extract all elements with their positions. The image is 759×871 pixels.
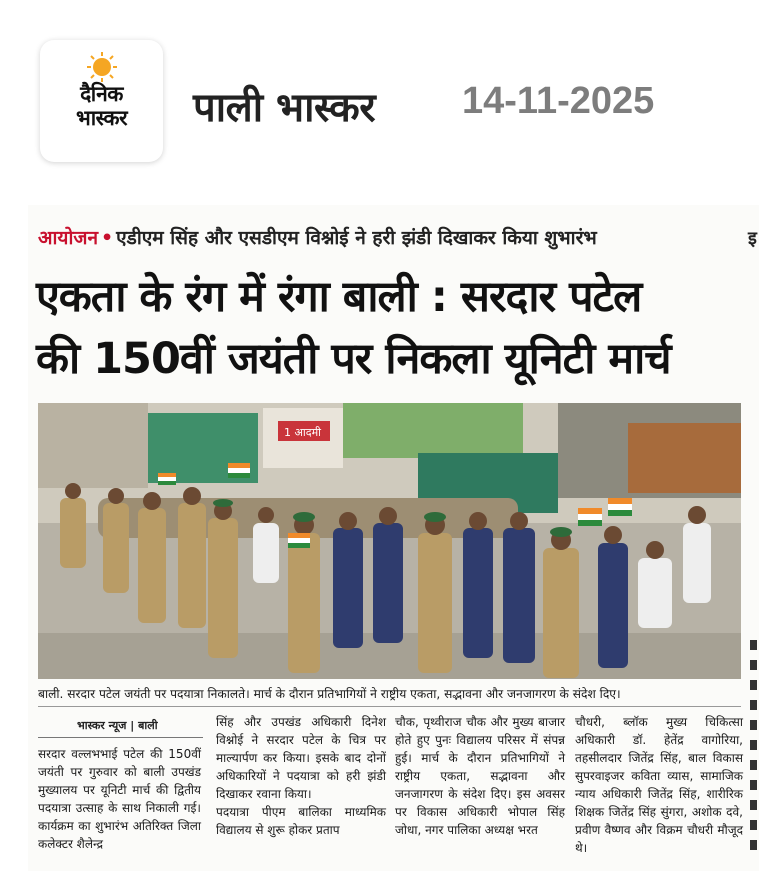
kicker-tag: आयोजन — [38, 227, 99, 249]
column-2-text-b: पदयात्रा पीएम बालिका माध्यमिक विद्यालय से शुरू होकर प्रताप — [216, 805, 386, 837]
edition-title: पाली भास्कर — [193, 85, 376, 131]
photo-signboard: 1 आदमी — [284, 426, 322, 439]
column-4-text: चौधरी, ब्लॉक मुख्य चिकित्सा अधिकारी डॉ. हेतेंद्र वागोरिया, तहसीलदार जितेंद्र सिंह, बाल विकास सुपरवाइजर कविता व्यास, सामाजिक न्याय अधिकारी जितेंद्र सिंह, शारीरिक शिक्षक जितेंद्र सिंह सुंगरा, अशोक दवे, प्रवीण वैष्णव और विक्रम चौधरी मौजूद थे। — [575, 715, 743, 855]
kicker-text: एडीएम सिंह और एसडीएम विश्नोई ने हरी झंडी दिखाकर किया शुभारंभ — [116, 227, 597, 249]
photo-caption: बाली. सरदार पटेल जयंती पर पदयात्रा निकालते। मार्च के दौरान प्रतिभागियों ने राष्ट्रीय एकता, सद्भावना और जनजागरण के संदेश दिए। — [38, 687, 621, 701]
article-column-2 — [216, 713, 386, 839]
sun-icon — [87, 52, 117, 82]
march-photo-illustration — [38, 403, 741, 679]
column-2-text-a: सिंह और उपखंड अधिकारी दिनेश विश्नोई ने सरदार पटेल के चित्र पर माल्यार्पण कर किया। इसके बाद दोनों अधिकारियों ने पदयात्रा को हरी झंडी दिखाकर रवाना किया। — [216, 715, 386, 801]
kicker-bullet: • — [101, 227, 114, 249]
caption-divider — [38, 706, 741, 707]
byline-divider — [38, 737, 203, 738]
unity-march-photo — [38, 403, 741, 679]
headline-line-2: की 150वीं जयंती पर निकला यूनिटी मार्च — [36, 334, 671, 384]
article-kicker — [38, 224, 597, 250]
column-3-text: चौक, पृथ्वीराज चौक और मुख्य बाजार होते हुए पुनः विद्यालय परिसर में संपन्न हुई। मार्च के दौरान प्रतिभागियों ने राष्ट्रीय एकता, सद्भावना और जनजागरण के संदेश दिए। इस अवसर पर विकास अधिकारी भोपाल सिंह जोधा, नगर पालिका अध्यक्ष भरत — [395, 715, 565, 837]
logo-text-dainik: दैनिक — [80, 82, 123, 106]
headline-line-1: एकता के रंग में रंगा बाली : सरदार पटेल — [36, 272, 642, 322]
article-column-3 — [395, 713, 565, 839]
edition-date: 14-11-2025 — [462, 80, 655, 122]
logo-text-bhaskar: भास्कर — [75, 106, 128, 130]
dainik-bhaskar-logo — [40, 40, 163, 162]
article-column-1 — [38, 745, 201, 853]
adjacent-column-edge — [748, 640, 759, 860]
byline: भास्कर न्यूज | बाली — [77, 719, 158, 732]
article-column-4 — [575, 713, 743, 857]
adjacent-article-edge: इ — [748, 228, 757, 249]
column-1-text: सरदार वल्लभभाई पटेल की 150वीं जयंती पर गुरुवार को बाली उपखंड मुख्यालय पर यूनिटी मार्च की द्वितीय पदयात्रा उत्साह के साथ निकाली गई। कार्यक्रम का शुभारंभ अतिरिक्त जिला कलेक्टर शैलेन्द्र — [38, 747, 201, 851]
